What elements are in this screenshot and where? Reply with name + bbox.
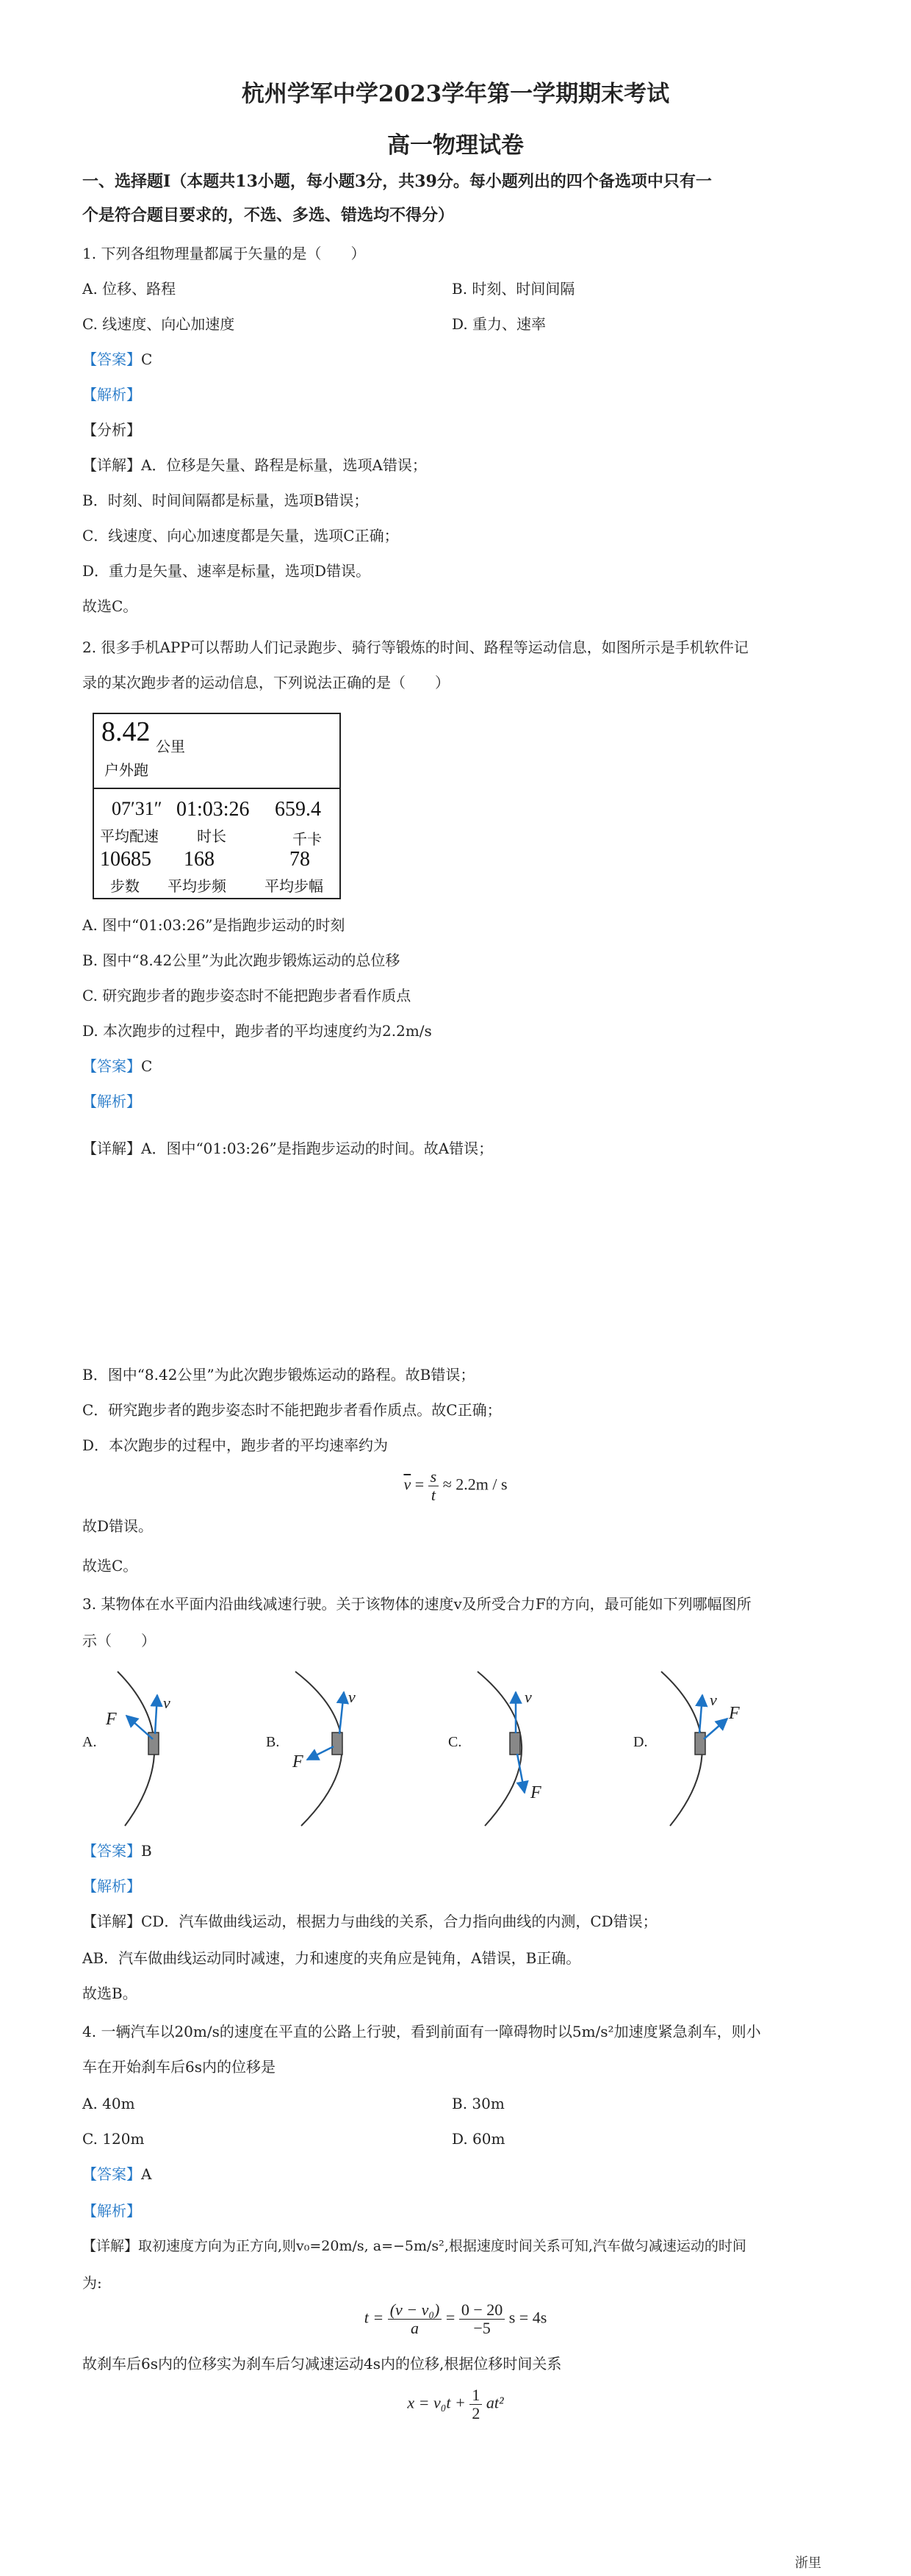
run-calories: 659.4 [275,798,321,821]
diagram-c-label: C. [448,1734,462,1750]
q3-detail-1: 【详解】CD．汽车做曲线运动，根据力与曲线的关系，合力指向曲线的内测，CD错误； [82,1913,658,1930]
formula-fraction-2 [459,2301,505,2337]
q1-detail-4: D．重力是矢量、速率是标量，选项D错误。 [82,562,371,580]
q1-answer [82,348,152,370]
formula-rhs: at² [486,2393,504,2412]
q1-analysis-label: 【解析】 [82,386,141,403]
car-block [695,1733,705,1755]
footer-corner-text: 浙里 [795,2555,821,2571]
q4-detail-2: 为: [82,2274,102,2292]
formula-lhs: x = v₀t + [407,2393,466,2412]
run-stride: 78 [289,848,310,871]
q1-option-c: C. 线速度、向心加速度 [82,315,235,333]
fraction-numerator: (v − v₀) [388,2301,442,2320]
q3-detail-2: AB．汽车做曲线运动同时减速，力和速度的夹角应是钝角，A错误，B正确。 [82,1949,581,1967]
q4-stem-line1: 4. 一辆汽车以20m/s的速度在平直的公路上行驶，看到前面有一障碍物时以5m/s²加速度紧急刹车，则小 [82,2023,761,2040]
car-block [332,1733,342,1755]
q1-answer-value: C [141,350,153,368]
q4-formula-displacement [0,2386,911,2422]
q1-stem: 1. 下列各组物理量都属于矢量的是（ ） [82,245,366,262]
formula-lhs: t = [364,2308,384,2327]
q4-stem-line2: 车在开始刹车后6s内的位移是 [82,2058,276,2076]
q2-detail-3: C．研究跑步者的跑步姿态时不能把跑步者看作质点。故C正确； [82,1401,502,1419]
q1-conclusion: 故选C。 [82,597,138,615]
pace-label: 平均配速 [100,829,159,845]
run-mode: 户外跑 [104,763,148,779]
q3-answer [82,1840,152,1862]
q2-stem-line2: 录的某次跑步者的运动信息，下列说法正确的是（ ） [82,674,450,691]
q1-fenxi: 【分析】 [82,421,141,439]
fraction-denominator: −5 [473,2319,491,2337]
q1-option-d: D. 重力、速率 [452,315,547,333]
stats-divider [94,788,339,789]
formula-vbar: $\overline{v}$ [403,1475,411,1494]
q2-conclusion-1: 故D错误。 [82,1517,154,1535]
force-label: F [106,1710,117,1729]
fraction-numerator: 0 − 20 [459,2301,505,2320]
q2-formula: $\overline{v}$ = $\frac{s}{t}$ ≈ 2.2m / s [403,1467,508,1504]
q3-answer-value: B [141,1842,152,1860]
diagram-a [82,1672,170,1826]
exam-subtitle: 高一物理试卷 [387,132,524,159]
diagram-b [266,1672,356,1826]
diagram-b-label: B. [266,1734,280,1750]
formula-rhs: s = 4s [508,2308,547,2327]
answer-label: 【答案】 [82,1842,141,1860]
diagram-d [633,1672,740,1826]
force-arrow [307,1746,334,1760]
running-app-stats-figure [93,713,341,899]
formula-fraction [469,2386,482,2422]
cadence-label: 平均步频 [168,879,226,895]
q2-stem-line1: 2. 很多手机APP可以帮助人们记录跑步、骑行等锻炼的时间、路程等运动信息，如图所示是手机软件记 [82,638,749,656]
q2-answer [82,1055,152,1077]
velocity-label: v [525,1688,532,1706]
answer-label: 【答案】 [82,1057,141,1075]
run-steps: 10685 [100,848,151,871]
steps-label: 步数 [110,879,140,895]
q4-answer-value: A [141,2165,152,2183]
formula-fraction-1 [388,2301,442,2337]
car-block [510,1733,520,1755]
run-duration: 01:03:26 [176,798,250,821]
q4-option-c: C. 120m [82,2130,145,2148]
force-label: F [292,1752,303,1771]
q4-answer [82,2163,151,2185]
q4-detail-1: 【详解】取初速度方向为正方向,则v₀=20m/s, a=−5m/s²,根据速度时间关系可知,汽车做匀减速运动的时间 [82,2238,746,2254]
q2-option-d: D. 本次跑步的过程中，跑步者的平均速度约为2.2m/s [82,1022,432,1040]
q1-detail-3: C．线速度、向心加速度都是矢量，选项C正确； [82,527,399,544]
q2-detail-1: 【详解】A．图中“01:03:26”是指跑步运动的时间。故A错误； [82,1140,494,1157]
answer-label: 【答案】 [82,350,141,368]
q2-conclusion-2: 故选C。 [82,1557,138,1575]
q4-formula-time: t = $\frac{\text{(v − v₀)}}{a}$ = $\frac{0 - 20}{-5}$ s = 4s [364,2300,547,2337]
section-heading-line2: 个是符合题目要求的，不选、多选、错选均不得分） [82,206,455,225]
velocity-arrow [339,1692,344,1734]
run-distance: 8.42 [101,716,151,747]
q1-detail-2: B．时刻、时间间隔都是标量，选项B错误； [82,492,369,509]
q4-option-a: A. 40m [82,2095,135,2112]
q1-option-b: B. 时刻、时间间隔 [452,280,575,298]
q2-option-a: A. 图中“01:03:26”是指跑步运动的时刻 [82,916,345,934]
q3-stem-line2: 示（ ） [82,1632,156,1649]
run-pace: 07′31″ [112,798,162,819]
q2-analysis-label: 【解析】 [82,1093,141,1110]
q3-analysis-label: 【解析】 [82,1877,141,1895]
q3-diagrams [73,1657,779,1833]
velocity-arrow [155,1695,157,1734]
q4-analysis-label: 【解析】 [82,2202,141,2220]
run-distance-unit: 公里 [156,739,185,755]
q2-detail-2: B．图中“8.42公里”为此次跑步锻炼运动的路程。故B错误； [82,1366,475,1384]
velocity-label: v [163,1694,170,1712]
velocity-label: v [710,1691,717,1709]
diagram-a-label: A. [82,1734,97,1750]
velocity-label: v [348,1688,356,1706]
formula-fraction [428,1468,439,1504]
diagram-c [448,1672,541,1826]
fraction-denominator: t [431,1486,436,1504]
q2-answer-value: C [141,1057,153,1075]
fraction-denominator: a [411,2319,420,2337]
force-label: F [729,1704,740,1723]
section-heading-line1: 一、选择题Ⅰ（本题共13小题，每小题3分，共39分。每小题列出的四个备选项中只有一 [82,172,712,191]
q2-option-c: C. 研究跑步者的跑步姿态时不能把跑步者看作质点 [82,987,411,1004]
q4-option-b: B. 30m [452,2095,505,2112]
q1-option-a: A. 位移、路程 [82,280,176,298]
q3-conclusion: 故选B。 [82,1985,137,2002]
run-cadence: 168 [184,848,215,871]
diagram-d-label: D. [633,1734,648,1750]
formula-rhs: ≈ 2.2m / s [442,1475,508,1494]
q3-stem-line1: 3. 某物体在水平面内沿曲线减速行驶。关于该物体的速度v及所受合力F的方向，最可能如下列哪幅图所 [82,1595,752,1613]
fraction-denominator: 2 [472,2404,480,2422]
q4-option-d: D. 60m [452,2130,505,2148]
fraction-numerator: 1 [469,2386,482,2405]
calories-label: 千卡 [292,832,322,848]
q2-detail-4: D．本次跑步的过程中，跑步者的平均速率约为 [82,1436,389,1454]
exam-title: 杭州学军中学2023学年第一学期期末考试 [241,81,670,107]
q4-detail-3: 故刹车后6s内的位移实为刹车后匀减速运动4s内的位移,根据位移时间关系 [82,2355,562,2372]
fraction-numerator: s [428,1468,439,1486]
velocity-arrow [699,1695,702,1733]
answer-label: 【答案】 [82,2165,141,2183]
force-arrow [704,1719,727,1739]
q2-option-b: B. 图中“8.42公里”为此次跑步锻炼运动的总位移 [82,951,400,969]
duration-label: 时长 [197,829,226,845]
q1-detail-1: 【详解】A．位移是矢量、路程是标量，选项A错误； [82,456,427,474]
stride-label: 平均步幅 [264,879,323,895]
force-label: F [530,1783,541,1802]
